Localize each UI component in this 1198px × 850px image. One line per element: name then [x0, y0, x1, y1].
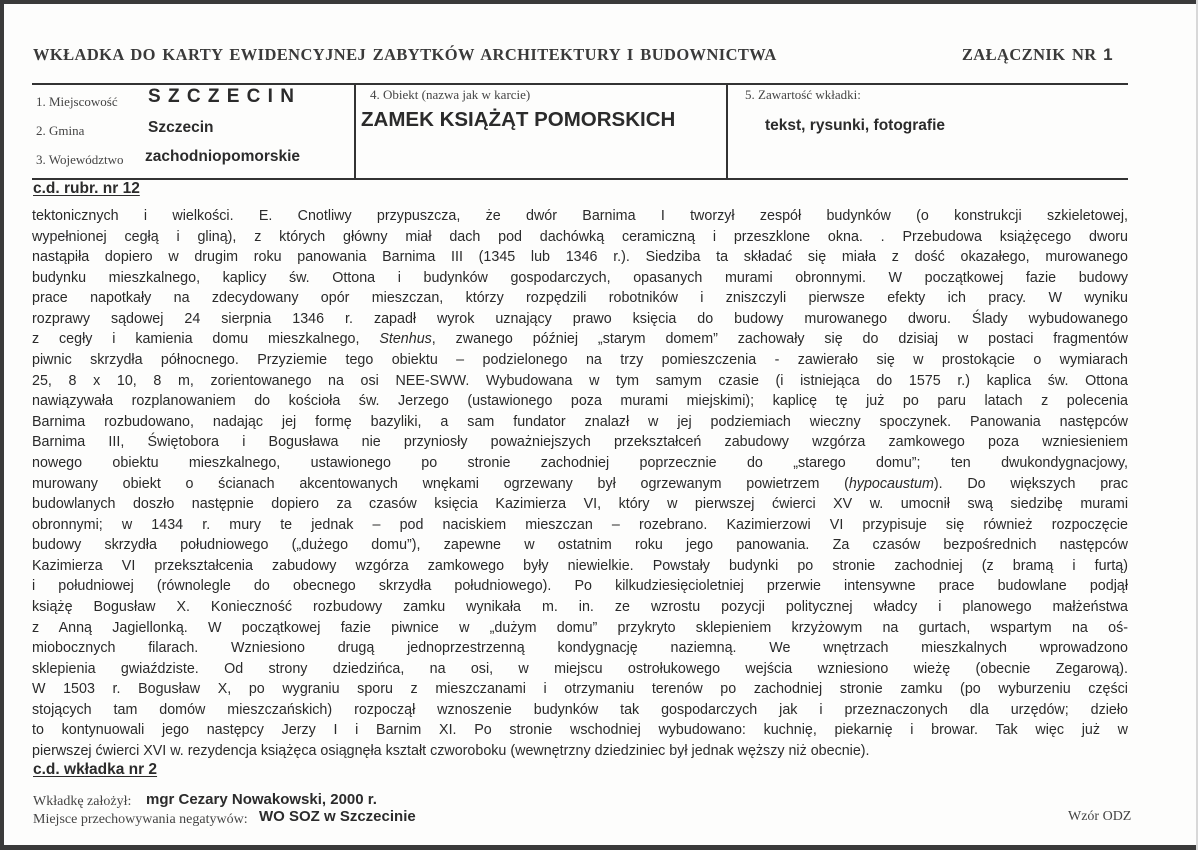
- object-label: 4. Obiekt (nazwa jak w karcie): [370, 87, 531, 102]
- body-line: Barnima rozbudowano, nadając jej formę bazyliki, a sam fundator znalazł w jej podziemiach wieczny spoczynek. Panowania następców: [32, 413, 1128, 430]
- body-line: pierwszej ćwierci XVI w. rezydencja książęca osiągnęła kształt czworoboku (wewnętrzny dziedziniec był jednak węższy niż obecnie).: [32, 743, 870, 760]
- body-line: budowlanych doszło następnie dopiero za czasów księcia Kazimierza VI, który w pierwszej ćwierci XV w. umocnił swą siedzibę murami: [32, 496, 1128, 513]
- body-line: W 1503 r. Bogusław X, po wygraniu sporu z mieszczanami i otrzymaniu terenów po zachodniej stronie zamku (po wyburzeniu części: [32, 681, 1128, 698]
- scan-frame-top: [0, 0, 1198, 4]
- italic-term: hypocaustum: [848, 475, 934, 492]
- body-line: nowego obiektu mieszkalnego, ustawionego po stronie zachodniej poprzecznie do „starego domu”; ten dwukondygnacjowy,: [32, 454, 1128, 471]
- annex-label: [962, 45, 1113, 65]
- storage-label: Miejsce przechowywania negatywów:: [33, 812, 248, 827]
- column-divider-2: [726, 84, 728, 179]
- contents-label: 5. Zawartość wkładki:: [745, 87, 861, 102]
- body-line: tektonicznych i wielkości. E. Cnotliwy przypuszcza, że dwór Barnima I tworzył zespół budynków (o konstrukcji szkieletowej,: [32, 208, 1128, 224]
- document-title: WKŁADKA DO KARTY EWIDENCYJNEJ ZABYTKÓW ARCHITEKTURY I BUDOWNICTWA: [33, 45, 777, 64]
- locality-value: S Z C Z E C I N: [148, 86, 295, 107]
- storage-value: WO SOZ w Szczecinie: [259, 808, 416, 825]
- annex-label-text: ZAŁĄCZNIK NR: [961, 45, 1097, 64]
- body-line: sklepienia gwiaździste. Od strony dziedzińca, na osi, w miejscu ostrołukowego wejścia wzniesiono wieżę (obecnie Zegarową).: [32, 660, 1128, 677]
- body-line: budowy skrzydła południowego („dużego domu”), zapewne w ostatnim roku jego panowania. Za czasów bezpośrednich następców: [32, 537, 1128, 554]
- scan-frame-bottom: [0, 845, 1198, 850]
- section-heading: c.d. rubr. nr 12: [33, 180, 140, 197]
- body-line: murowany obiekt o ścianach akcentowanych wnękami ogrzewany był ogrzewanym powietrzem (hypocaustum). Do większych prac: [32, 475, 1128, 492]
- author-label: Wkładkę założył:: [33, 794, 132, 809]
- annex-number: 1: [1103, 45, 1113, 64]
- column-divider-1: [354, 84, 356, 179]
- body-line: to kontynuowali jego następcy Jerzy I i Barnim XI. Po stronie wschodniej wybudowano: kuchnię, piekarnię i browar. Tak więc już w: [32, 722, 1128, 739]
- body-line: budynku mieszkalnego, kaplicy św. Ottona i budynków gospodarczych, opasanych murami obronnymi. W początkowej fazie budowy: [32, 269, 1128, 286]
- body-line: Kazimierza VI przekształcenia zabudowy wzgórza zamkowego były niewielkie. Powstały budynki po stronie zachodniej (z bramą i furtą): [32, 557, 1128, 574]
- body-line: z cegły i kamienia domu mieszkalnego, Stenhus, zwanego później „starym domem” zachowały się do dzisiaj w postaci fragmentów: [32, 331, 1128, 348]
- body-line: obronnymi; w 1434 r. mury te jednak – pod naciskiem mieszczan – rozebrano. Kazimierzowi VI przypisuje się również rozpoczęcie: [32, 516, 1128, 533]
- voivodeship-value: zachodniopomorskie: [145, 148, 301, 165]
- body-line: piwnic skrzydła północnego. Przyziemie tego obiektu – podzielonego na trzy pomieszczenia - zawierało się w prostokącie o wymiarach: [32, 352, 1128, 369]
- template-mark: Wzór ODZ: [1068, 809, 1132, 824]
- body-line: Barnima III, Świętobora i Bogusława nie przyniosły poważniejszych przekształceń zabudowy wzgórza zamkowego poza wzniesieniem: [32, 434, 1128, 451]
- body-line: wypełnionej cegłą i gliną), z których główny miał dach pod dachówką ceramiczną i przeszklone okna. . Przebudowa książęcego dworu: [32, 228, 1128, 245]
- voivodeship-label: 3. Województwo: [36, 152, 124, 167]
- commune-value: Szczecin: [148, 119, 214, 136]
- body-line: książę Bogusław X. Konieczność rozbudowy zamku wynikała m. in. ze wzrostu pozycji politycznej władcy i planowego małżeństwa: [32, 598, 1128, 615]
- body-line: z Anną Jagiellonką. W początkowej fazie piwnice w „dużym domu” przykryto sklepieniem krzyżowym na gurtach, wspartym na oś-: [32, 619, 1128, 636]
- scan-frame-left: [0, 0, 4, 850]
- continuation-heading: c.d. wkładka nr 2: [33, 761, 158, 778]
- body-line: nastąpiła dopiero w drugim roku panowania Barnima III (1345 lub 1346 r.). Siedziba ta składać się miała z dość okazałego, murowanego: [32, 249, 1128, 266]
- author-value: mgr Cezary Nowakowski, 2000 r.: [146, 791, 377, 808]
- body-line: rozprawy sądowej 24 sierpnia 1346 r. zapadł wyrok uznający prawo księcia do budowy murowanego dworu. Ślady wybudowanego: [32, 310, 1128, 327]
- body-line: miobocznych filarach. Wzniesiono drugą jednoprzestrzenną kondygnację naziemną. We wnętrzach mieszkalnych wprowadzono: [32, 640, 1128, 657]
- body-line: 25, 8 x 10, 8 m, zorientowanego na osi NEE-SWW. Wybudowana w tym samym czasie (i istniejąca do 1575 r.) kaplica św. Ottona: [32, 372, 1128, 389]
- body-line: stojących tam domów mieszczańskich) rozpoczął wznoszenie budynków tak gospodarczych jak i przeznaczonych dla urzędów; dzieło: [32, 701, 1128, 718]
- body-line: nawiązywała rozplanowaniem do kościoła św. Jerzego (ustawionego poza murami miejskimi); kaplicę tę już po paru latach z polecenia: [32, 393, 1128, 410]
- body-text: [32, 206, 1128, 762]
- locality-label: 1. Miejscowość: [36, 94, 118, 109]
- header-rule-top: [32, 83, 1128, 85]
- header-rule-bottom: [32, 178, 1128, 180]
- italic-term: Stenhus: [379, 331, 432, 348]
- commune-label: 2. Gmina: [36, 123, 85, 138]
- contents-value: tekst, rysunki, fotografie: [765, 117, 946, 134]
- body-line: i południowej (równolegle do obecnego skrzydła południowego). Po kilkudziesięcioletniej przerwie intensywne prace budowlane podjął: [32, 578, 1128, 595]
- body-line: prace napotkały na zdecydowany opór mieszczan, którzy rozpędzili robotników i zniszczyli pierwsze efekty ich pracy. W wyniku: [32, 290, 1128, 307]
- object-value: ZAMEK KSIĄŻĄT POMORSKICH: [361, 108, 676, 131]
